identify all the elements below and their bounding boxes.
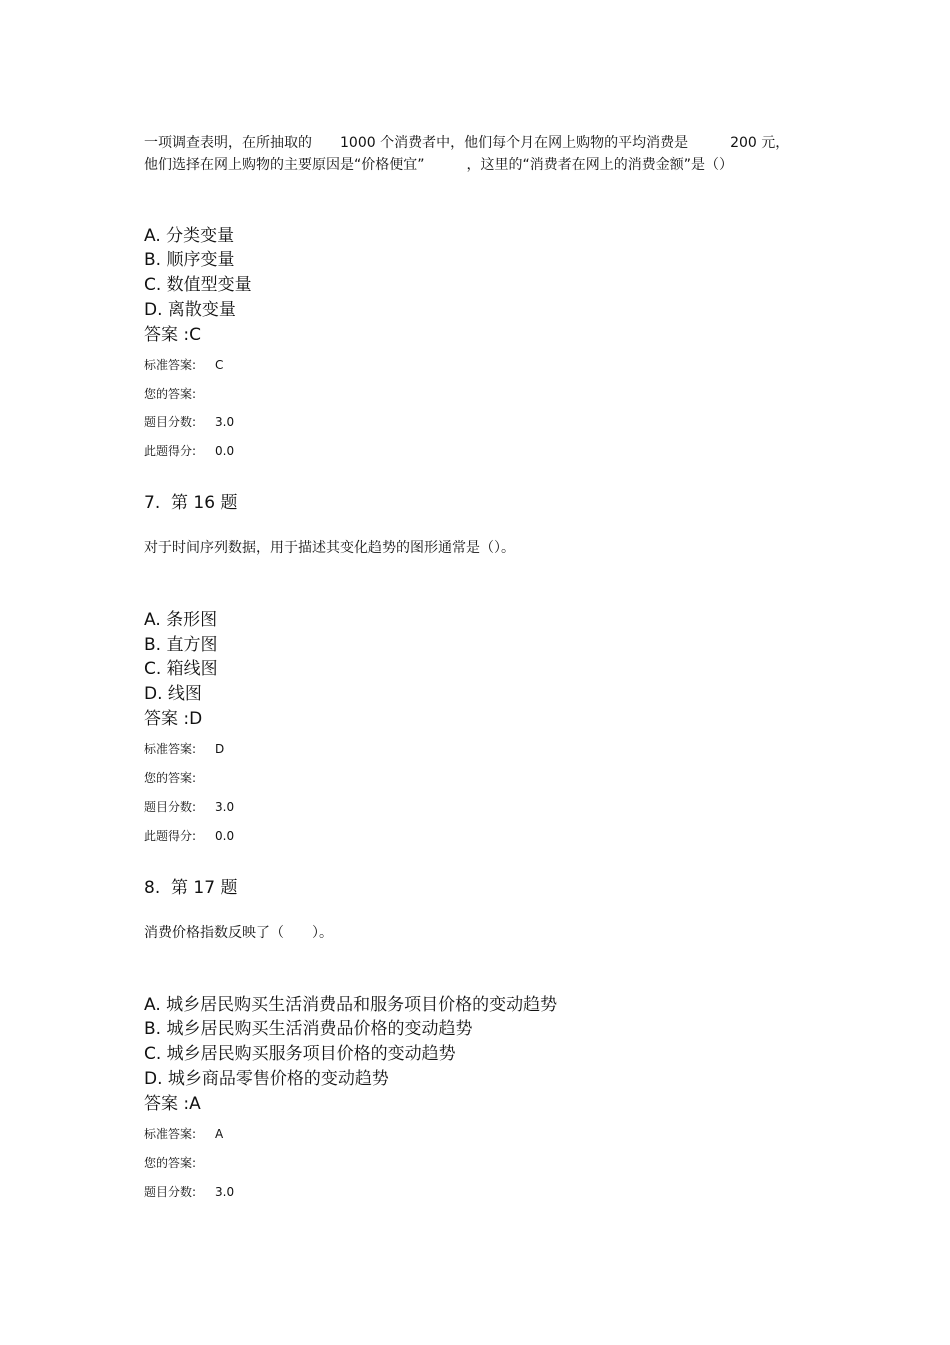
earned-score-value: 0.0 xyxy=(215,444,235,458)
answer-line: 答案 :D xyxy=(144,709,203,729)
question-score-label: 题目分数: xyxy=(144,800,197,814)
option-d: D. 城乡商品零售价格的变动趋势 xyxy=(144,1069,389,1089)
question-score-value: 3.0 xyxy=(215,415,235,429)
earned-score-value: 0.0 xyxy=(215,829,235,843)
earned-score-label: 此题得分: xyxy=(144,829,197,843)
standard-answer-label: 标准答案: xyxy=(144,358,197,372)
option-a: A. 分类变量 xyxy=(144,226,235,246)
option-c: C. 数值型变量 xyxy=(144,275,252,295)
option-b: B. 顺序变量 xyxy=(144,250,235,270)
option-a: A. 条形图 xyxy=(144,610,218,630)
question-header: 8. 第 17 题 xyxy=(144,878,238,898)
question-score-label: 题目分数: xyxy=(144,415,197,429)
answer-line: 答案 :A xyxy=(144,1094,201,1114)
standard-answer-value: A xyxy=(215,1127,224,1141)
standard-answer-label: 标准答案: xyxy=(144,1127,197,1141)
question-stem-line: 一项调查表明，在所抽取的 1000 个消费者中，他们每个月在网上购物的平均消费是 200 元， xyxy=(144,135,790,151)
option-a: A. 城乡居民购买生活消费品和服务项目价格的变动趋势 xyxy=(144,995,558,1015)
option-d: D. 线图 xyxy=(144,684,202,704)
standard-answer-value: D xyxy=(215,742,225,756)
standard-answer-value: C xyxy=(215,358,224,372)
question-header: 7. 第 16 题 xyxy=(144,493,238,513)
option-c: C. 箱线图 xyxy=(144,659,218,679)
your-answer-label: 您的答案: xyxy=(144,1156,197,1170)
your-answer-label: 您的答案: xyxy=(144,771,197,785)
your-answer-label: 您的答案: xyxy=(144,387,197,401)
option-b: B. 直方图 xyxy=(144,635,218,655)
question-stem-line: 他们选择在网上购物的主要原因是“价格便宜” ，这里的“消费者在网上的消费金额”是（） xyxy=(144,157,734,173)
option-c: C. 城乡居民购买服务项目价格的变动趋势 xyxy=(144,1044,456,1064)
answer-line: 答案 :C xyxy=(144,325,202,345)
earned-score-label: 此题得分: xyxy=(144,444,197,458)
option-d: D. 离散变量 xyxy=(144,300,236,320)
question-stem-line: 消费价格指数反映了（ ）。 xyxy=(144,925,333,941)
question-score-value: 3.0 xyxy=(215,1185,235,1199)
standard-answer-label: 标准答案: xyxy=(144,742,197,756)
question-score-label: 题目分数: xyxy=(144,1185,197,1199)
option-b: B. 城乡居民购买生活消费品价格的变动趋势 xyxy=(144,1019,473,1039)
question-stem-line: 对于时间序列数据，用于描述其变化趋势的图形通常是（）。 xyxy=(144,540,515,556)
question-score-value: 3.0 xyxy=(215,800,235,814)
